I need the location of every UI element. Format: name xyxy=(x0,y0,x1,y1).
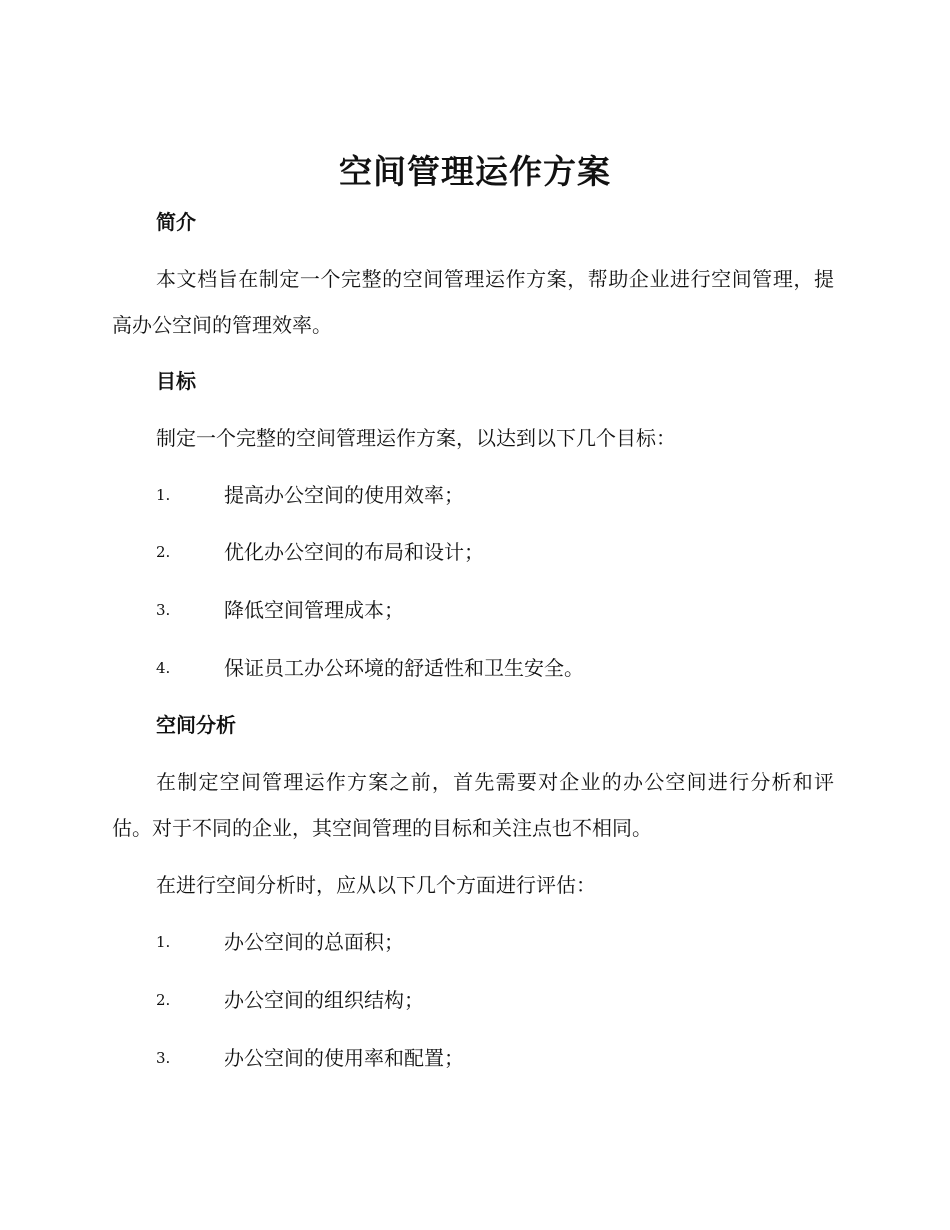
list-number: 3. xyxy=(156,1049,171,1067)
list-item xyxy=(156,537,484,567)
document-title: 空间管理运作方案 xyxy=(339,152,611,191)
list-item xyxy=(156,1043,464,1073)
list-item xyxy=(156,595,404,625)
list-item xyxy=(156,480,464,510)
list-text: 办公空间的总面积； xyxy=(224,930,404,954)
list-item xyxy=(156,985,424,1015)
list-number: 3. xyxy=(156,601,171,619)
list-text: 办公空间的组织结构； xyxy=(224,988,424,1012)
analysis-paragraph-1: 在制定空间管理运作方案之前，首先需要对企业的办公空间进行分析和评估。对于不同的企业，其空间管理的目标和关注点也不相同。 xyxy=(112,770,834,840)
section-heading-analysis: 空间分析 xyxy=(156,713,236,737)
section-heading-goals: 目标 xyxy=(156,369,196,393)
list-number: 2. xyxy=(156,991,171,1009)
list-text: 保证员工办公环境的舒适性和卫生安全。 xyxy=(224,656,584,680)
list-number: 1. xyxy=(156,486,171,504)
list-text: 降低空间管理成本； xyxy=(224,598,404,622)
list-number: 1. xyxy=(156,933,171,951)
intro-paragraph: 本文档旨在制定一个完整的空间管理运作方案，帮助企业进行空间管理，提高办公空间的管理效率。 xyxy=(112,267,834,337)
section-heading-intro: 简介 xyxy=(156,210,196,234)
list-number: 4. xyxy=(156,659,171,677)
list-item xyxy=(156,927,404,957)
list-number: 2. xyxy=(156,543,171,561)
goals-paragraph: 制定一个完整的空间管理运作方案，以达到以下几个目标： xyxy=(156,426,676,450)
list-text: 提高办公空间的使用效率； xyxy=(224,483,464,507)
list-text: 办公空间的使用率和配置； xyxy=(224,1046,464,1070)
analysis-paragraph-2: 在进行空间分析时，应从以下几个方面进行评估： xyxy=(156,873,596,897)
list-text: 优化办公空间的布局和设计； xyxy=(224,540,484,564)
list-item xyxy=(156,653,584,683)
